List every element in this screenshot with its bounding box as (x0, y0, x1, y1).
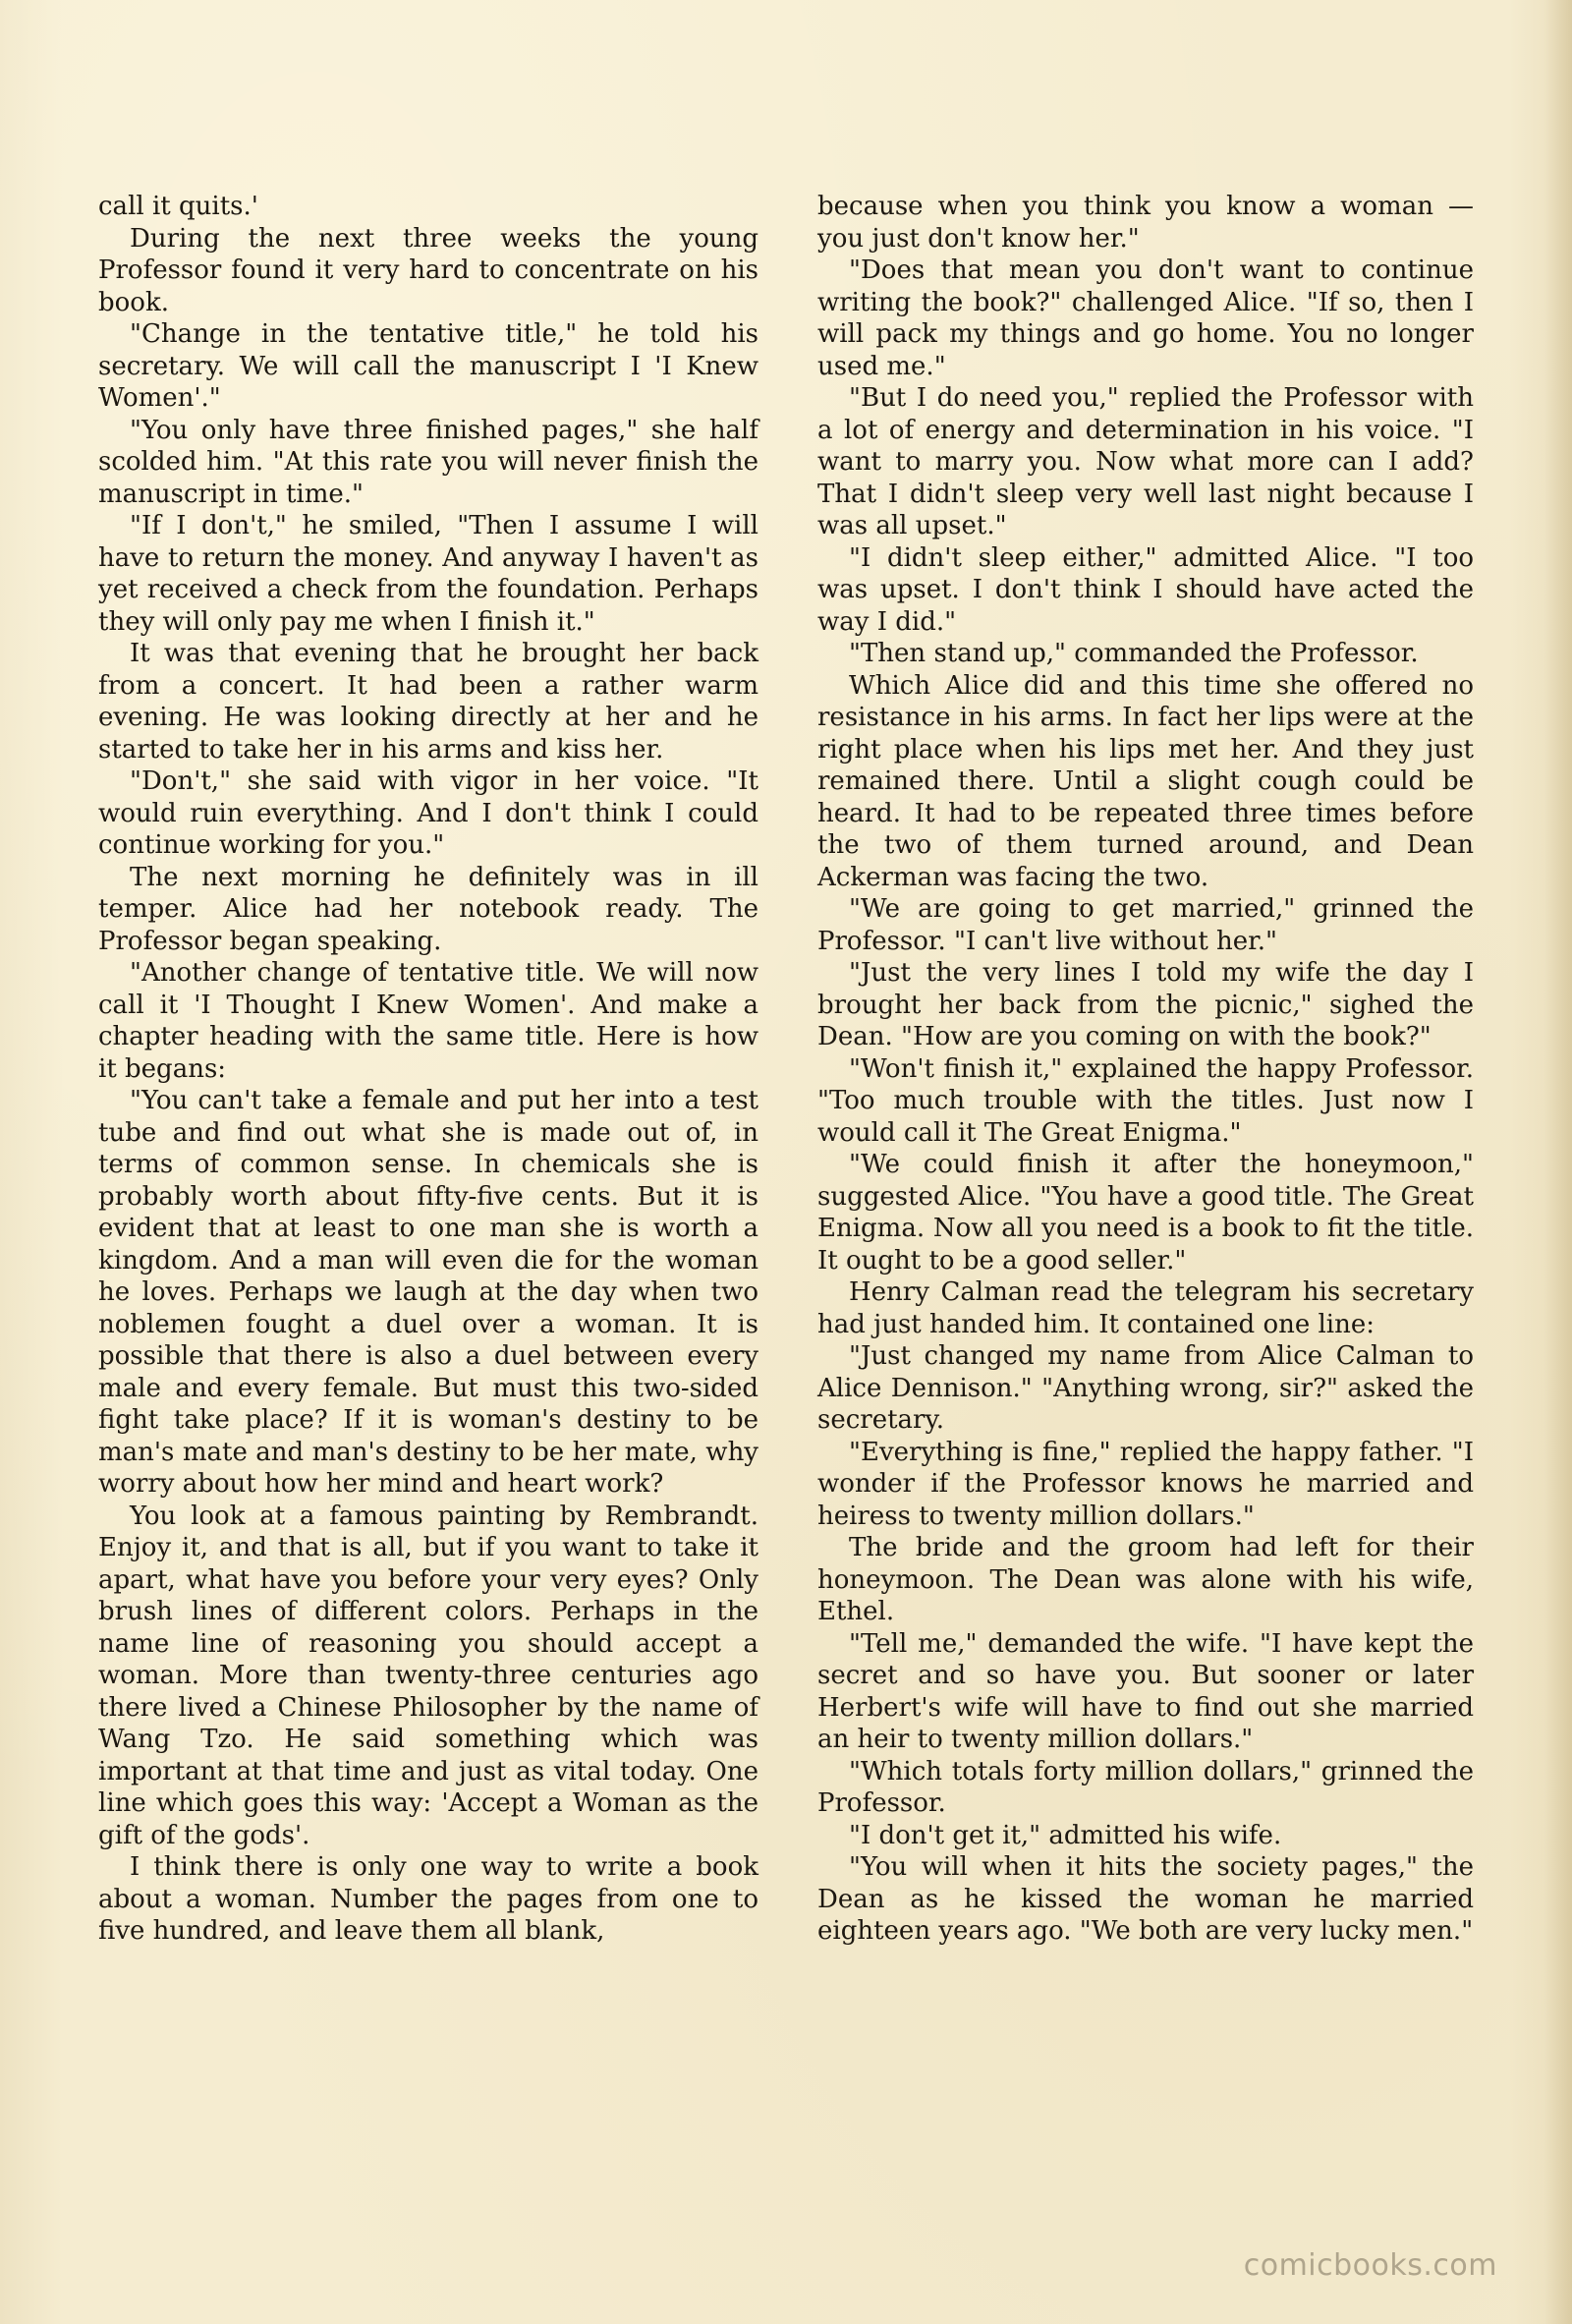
paragraph: "Which totals forty million dollars," grinned the Professor. (817, 1756, 1474, 1818)
left-text-column (98, 191, 758, 1948)
paragraph: "Just the very lines I told my wife the day I brought her back from the picnic," sighed the Dean. "How are you coming on with the book?" (817, 958, 1474, 1051)
paragraph: "Does that mean you don't want to continue writing the book?" challenged Alice. "If so, then I will pack my things and go home. You no longer used me." (817, 255, 1474, 381)
site-watermark: comicbooks.com (1243, 2248, 1497, 2283)
paragraph: "We are going to get married," grinned the Professor. "I can't live without her." (817, 894, 1474, 956)
paragraph: The next morning he definitely was in ill temper. Alice had her notebook ready. The Professor began speaking. (98, 862, 758, 956)
page-edge-shadow (1544, 0, 1572, 2324)
paragraph: "Don't," she said with vigor in her voice. "It would ruin everything. And I don't think I could continue working for you." (98, 766, 758, 860)
paragraph: "Tell me," demanded the wife. "I have kept the secret and so have you. But sooner or later Herbert's wife will have to find out she married an heir to twenty million dollars." (817, 1628, 1474, 1754)
paragraph: call it quits.' (98, 192, 258, 221)
paragraph: "Another change of tentative title. We will now call it 'I Thought I Knew Women'. And make a chapter heading with the same title. Here is how it begans: (98, 958, 758, 1084)
paragraph: "Everything is fine," replied the happy father. "I wonder if the Professor knows he married and heiress to twenty million dollars." (817, 1437, 1474, 1531)
paragraph: "We could finish it after the honeymoon," suggested Alice. "You have a good title. The Great Enigma. Now all you need is a book to fit the title. It ought to be a good seller." (817, 1150, 1474, 1275)
paragraph: "If I don't," he smiled, "Then I assume I will have to return the money. And anyway I haven't as yet received a check from the foundation. Perhaps they will only pay me when I finish it." (98, 511, 758, 637)
paragraph: "You only have three finished pages," she half scolded him. "At this rate you will never finish the manuscript in time." (98, 415, 758, 509)
paragraph: "You can't take a female and put her into a test tube and find out what she is made out of, in terms of common sense. In chemicals she is probably worth about fifty-five cents. But it is evident that at least to one man she is worth a kingdom. And a man will even die for the woman he loves. Perhaps we laugh at the day when two noblemen fought a duel over a woman. It is possible that there is also a duel between every male and every female. But must this two-sided fight take place? If it is woman's destiny to be man's mate and man's destiny to be her mate, why worry about how her mind and heart work? (98, 1086, 758, 1499)
paragraph: because when you think you know a woman — you just don't know her." (817, 192, 1474, 254)
paragraph: I think there is only one way to write a book about a woman. Number the pages from one to five hundred, and leave them all blank, (98, 1852, 758, 1946)
paragraph: Henry Calman read the telegram his secretary had just handed him. It contained one line: (817, 1277, 1474, 1339)
right-text-column (817, 191, 1474, 1948)
paragraph: "Just changed my name from Alice Calman to Alice Dennison." "Anything wrong, sir?" asked the secretary. (817, 1341, 1474, 1435)
paragraph: "Then stand up," commanded the Professor. (849, 639, 1419, 668)
paragraph: Which Alice did and this time she offered no resistance in his arms. In fact her lips were at the right place when his lips met her. And they just remained there. Until a slight cough could be heard. It had to be repeated three times before the two of them turned around, and Dean Ackerman was facing the two. (817, 670, 1474, 892)
paragraph: "Won't finish it," explained the happy Professor. "Too much trouble with the titles. Just now I would call it The Great Enigma." (817, 1053, 1474, 1148)
paragraph: It was that evening that he brought her back from a concert. It had been a rather warm evening. He was looking directly at her and he started to take her in his arms and kiss her. (98, 639, 758, 765)
paragraph: The bride and the groom had left for their honeymoon. The Dean was alone with his wife, Ethel. (817, 1533, 1474, 1626)
paragraph: You look at a famous painting by Rembrandt. Enjoy it, and that is all, but if you want to take it apart, what have you before your very eyes? Only brush lines of different colors. Perhaps in the name line of reasoning you should accept a woman. More than twenty-three centuries ago there lived a Chinese Philosopher by the name of Wang Tzo. He said something which was important at that time and just as vital today. One line which goes this way: 'Accept a Woman as the gift of the gods'. (98, 1501, 758, 1850)
paragraph: "Change in the tentative title," he told his secretary. We will call the manuscript I 'I Knew Women'." (98, 319, 758, 413)
paragraph: "You will when it hits the society pages," the Dean as he kissed the woman he married eighteen years ago. "We both are very lucky men." (817, 1852, 1474, 1946)
paragraph: "But I do need you," replied the Professor with a lot of energy and determination in his voice. "I want to marry you. Now what more can I add? That I didn't sleep very well last night because I was all upset." (817, 383, 1474, 540)
paragraph: "I don't get it," admitted his wife. (849, 1820, 1282, 1850)
paragraph: "I didn't sleep either," admitted Alice. "I too was upset. I don't think I should have acted the way I did." (817, 542, 1474, 637)
paragraph: During the next three weeks the young Professor found it very hard to concentrate on his book. (98, 223, 758, 317)
